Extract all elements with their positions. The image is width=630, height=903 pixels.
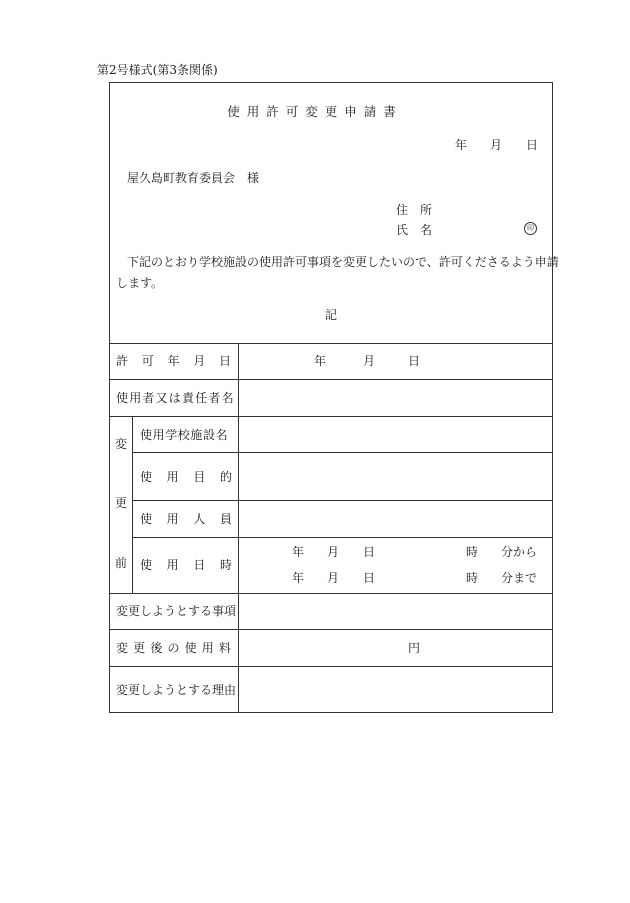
before-char-2: 更 [115,496,128,510]
date-year: 年 [455,138,468,152]
row-line [132,452,553,453]
form-number-label: 第2号様式(第3条関係) [97,63,218,77]
before-char-3: 前 [115,556,128,570]
row-line [132,537,553,538]
datetime-from-day: 日 [363,545,376,559]
datetime-to-month: 月 [327,571,340,585]
permit-date-label: 許 可 年 月 日 [116,354,231,368]
permit-month: 月 [363,354,376,368]
datetime-to-day: 日 [363,571,376,585]
datetime-to-hour: 時 [466,571,479,585]
datetime-to-year: 年 [292,571,305,585]
label-column-divider [238,343,239,713]
row-line [109,629,553,630]
headcount-label: 使 用 人 員 [140,512,232,526]
form-title: 使用許可変更申請書 [227,104,403,119]
name-label: 氏 名 [396,223,433,237]
datetime-label: 使 用 日 時 [140,558,232,572]
datetime-from-hour: 時 [466,545,479,559]
ki-mark: 記 [325,308,338,322]
datetime-from-year: 年 [292,545,305,559]
before-char-1: 変 [115,437,128,451]
user-name-label: 使用者又は責任者名 [116,391,235,405]
fee-label: 変 更 後 の 使 用 料 [116,641,231,655]
datetime-from-month: 月 [327,545,340,559]
address-label: 住 所 [396,203,433,217]
change-item-label: 変更しようとする事項 [116,604,237,618]
request-text-line1: 下記のとおり学校施設の使用許可事項を変更したいので、許可くださるよう申請 [127,255,559,269]
datetime-to-minute: 分まで [501,571,538,585]
row-line [109,379,553,380]
date-day: 日 [526,138,539,152]
reason-label: 変更しようとする理由 [116,683,237,697]
row-line [109,666,553,667]
request-text-line2: します。 [116,276,164,290]
facility-label: 使用学校施設名 [140,428,229,442]
purpose-label: 使 用 目 的 [140,470,232,484]
permit-year: 年 [314,354,327,368]
date-month: 月 [490,138,503,152]
table-top-line [109,343,553,344]
row-line [132,500,553,501]
row-line [109,593,553,594]
row-line [109,416,553,417]
addressee: 屋久島町教育委員会 様 [127,171,260,185]
before-column-divider [132,416,133,593]
seal-mark: 印 [524,222,537,235]
datetime-from-minute: 分から [501,545,538,559]
permit-day: 日 [408,354,421,368]
fee-unit: 円 [408,641,421,655]
